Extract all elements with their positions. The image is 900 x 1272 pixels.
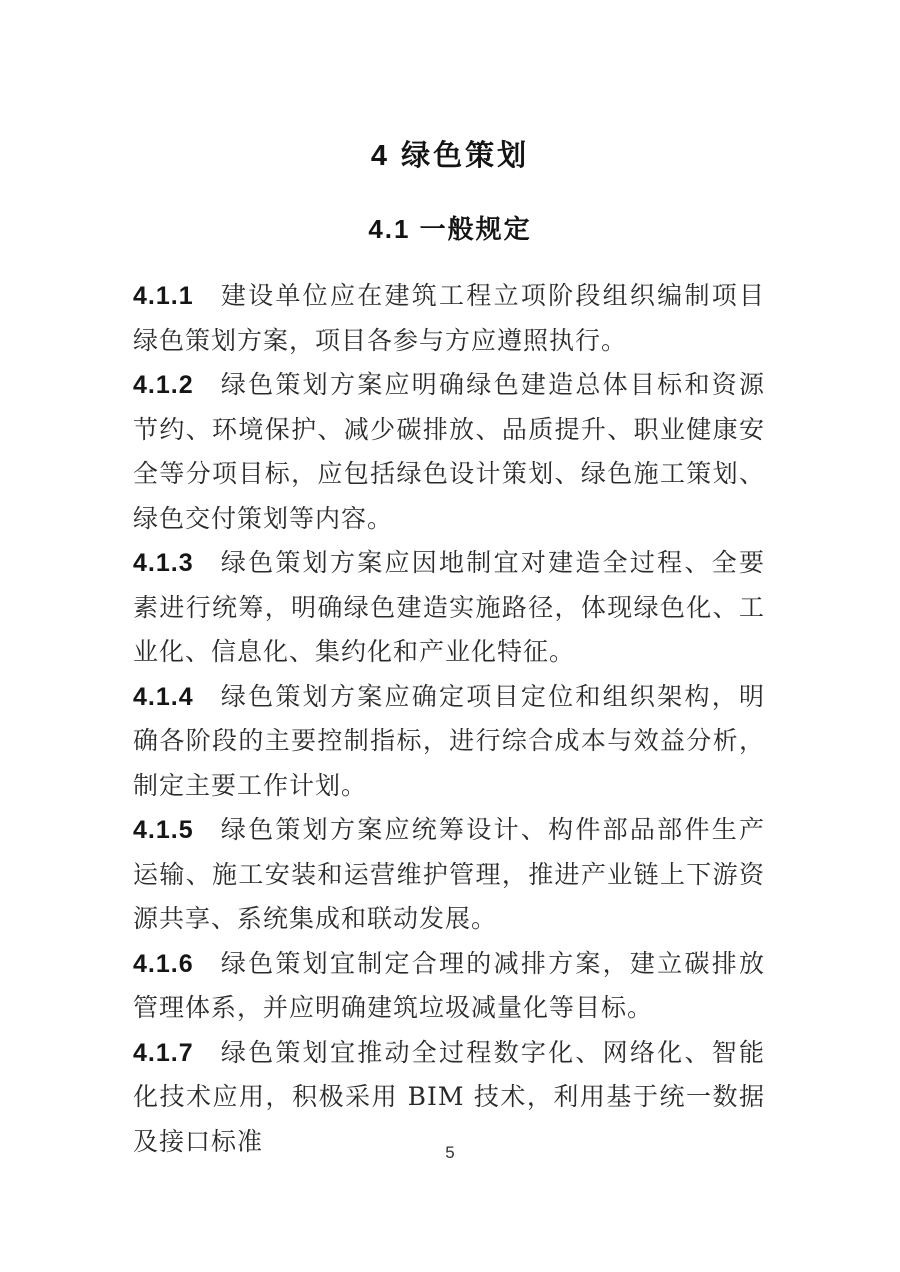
page-number: 5: [445, 1143, 455, 1162]
clause-4-1-1: [133, 274, 765, 363]
clause-4-1-3: [133, 541, 765, 675]
clause-text: 绿色策划方案应确定项目定位和组织架构，明确各阶段的主要控制指标，进行综合成本与效益分析，制定主要工作计划。: [133, 681, 765, 800]
chapter-title: 4 绿色策划: [370, 140, 530, 172]
clauses-body: [133, 274, 765, 1164]
clause-number: 4.1.2: [133, 371, 194, 399]
clause-4-1-4: [133, 675, 765, 809]
clause-text: 绿色策划方案应明确绿色建造总体目标和资源节约、环境保护、减少碳排放、品质提升、职业健康安全等分项目标，应包括绿色设计策划、绿色施工策划、绿色交付策划等内容。: [133, 370, 765, 533]
clause-number: 4.1.6: [133, 949, 194, 978]
section-title: 4.1 一般规定: [368, 214, 532, 244]
clause-4-1-2: [133, 363, 765, 541]
clause-text: 绿色策划方案应因地制宜对建造全过程、全要素进行统筹，明确绿色建造实施路径，体现绿色化、工业化、信息化、集约化和产业化特征。: [133, 548, 765, 666]
clause-number: 4.1.7: [133, 1038, 194, 1067]
clause-number: 4.1.1: [133, 282, 194, 310]
clause-text: 绿色策划宜推动全过程数字化、网络化、智能化技术应用，积极采用 BIM 技术，利用基于统一数据及接口标准: [133, 1037, 765, 1156]
clause-text: 建设单位应在建筑工程立项阶段组织编制项目绿色策划方案，项目各参与方应遵照执行。: [133, 281, 765, 355]
clause-4-1-5: [133, 808, 765, 942]
clause-number: 4.1.5: [133, 816, 194, 844]
clause-text: 绿色策划宜制定合理的减排方案，建立碳排放管理体系，并应明确建筑垃圾减量化等目标。: [133, 948, 765, 1022]
clause-text: 绿色策划方案应统筹设计、构件部品部件生产运输、施工安装和运营维护管理，推进产业链上下游资源共享、系统集成和联动发展。: [133, 815, 765, 933]
clause-number: 4.1.3: [133, 549, 194, 577]
clause-number: 4.1.4: [133, 682, 194, 711]
clause-4-1-6: [133, 942, 765, 1031]
